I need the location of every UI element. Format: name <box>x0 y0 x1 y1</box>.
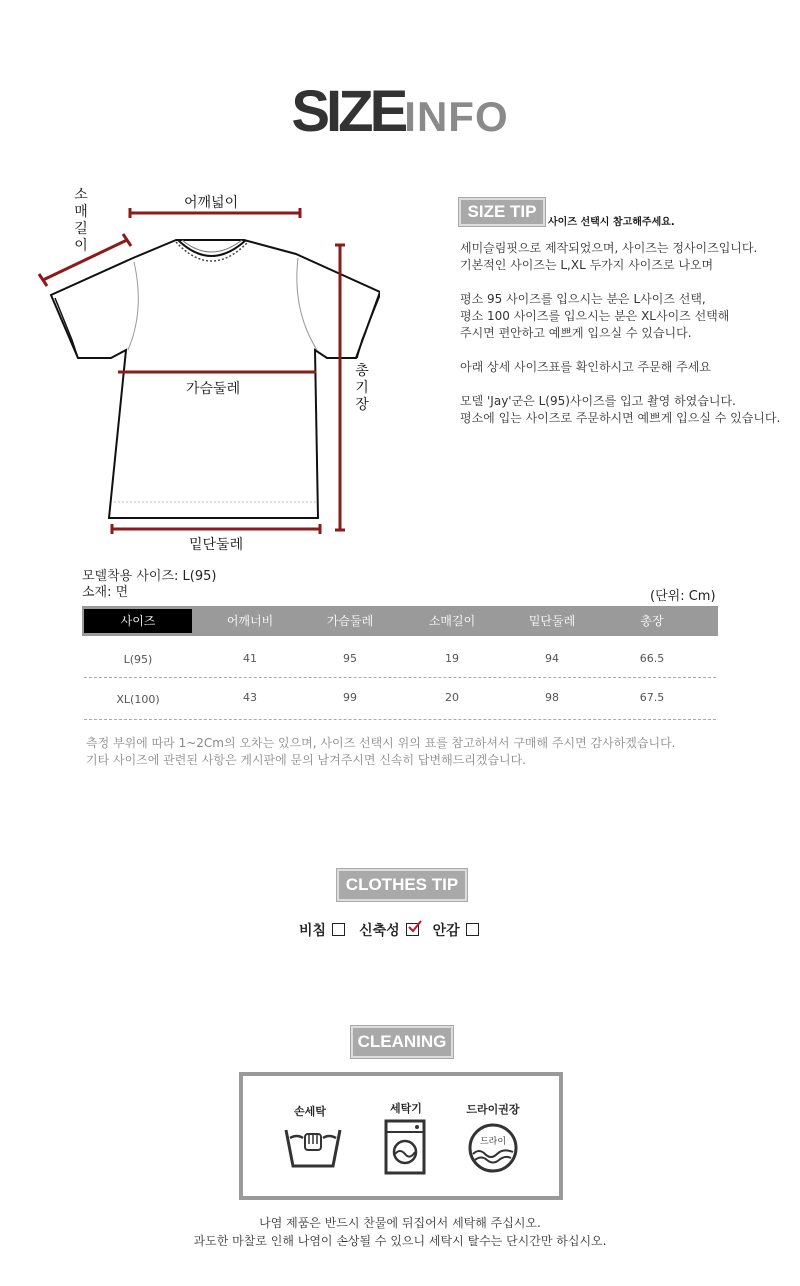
hand-wash-icon <box>283 1126 343 1170</box>
cell-sleeve: 19 <box>445 652 459 665</box>
row-divider <box>84 677 716 678</box>
size-tip-heading: 사이즈 선택시 참고해주세요. <box>548 217 675 228</box>
size-tip-tag: SIZE TIP <box>459 198 545 226</box>
row-divider <box>84 719 716 720</box>
cell-hem: 98 <box>545 691 559 704</box>
model-size: 모델착용 사이즈: L(95) <box>82 569 217 584</box>
size-tip-line: 평소 100 사이즈를 입으시는 분은 XL사이즈 선택해 <box>460 309 730 323</box>
checkbox-lining <box>466 923 479 936</box>
th-length: 총장 <box>640 614 664 628</box>
cleaning-panel <box>239 1072 563 1200</box>
label-length <box>354 363 370 414</box>
size-notes <box>86 735 786 769</box>
dry-clean-icon <box>467 1122 519 1174</box>
label-sleeve-char: 이 <box>74 238 88 254</box>
model-info <box>82 569 216 601</box>
clothes-tip-tag: CLOTHES TIP <box>337 869 467 901</box>
check-label-see-through: 비침 <box>299 923 327 939</box>
cell-hem: 94 <box>545 652 559 665</box>
clean-label-hand: 손세탁 <box>294 1105 326 1118</box>
label-length-char: 장 <box>355 397 369 413</box>
note-line: 기타 사이즈에 관련된 사항은 게시판에 문의 남겨주시면 신속히 답변해드리겠습니다. <box>86 753 527 767</box>
label-length-char: 총 <box>355 363 369 379</box>
cell-size: XL(100) <box>116 693 160 706</box>
material: 소재: 면 <box>82 585 129 600</box>
dry-clean-icon-text: 드라이 <box>479 1137 507 1147</box>
cell-chest: 99 <box>343 691 357 704</box>
washing-machine-icon <box>383 1118 427 1176</box>
size-tip-line: 아래 상세 사이즈표를 확인하시고 주문해 주세요 <box>460 360 711 374</box>
size-tip-line: 기본적인 사이즈는 L,XL 두가지 사이즈로 나오며 <box>460 258 714 272</box>
page-title <box>0 78 800 145</box>
th-size: 사이즈 <box>84 609 192 633</box>
size-table-header <box>82 606 718 636</box>
cell-length: 67.5 <box>639 691 665 704</box>
th-sleeve: 소매길이 <box>428 614 476 628</box>
unit-label: (단위: Cm) <box>650 589 716 604</box>
label-sleeve-char: 길 <box>74 221 88 237</box>
clothes-tip-checks <box>299 920 493 940</box>
th-shoulder: 어깨너비 <box>226 614 274 628</box>
cell-size: L(95) <box>123 653 153 666</box>
clean-label-dry: 드라이권장 <box>466 1103 520 1116</box>
cell-shoulder: 41 <box>243 652 257 665</box>
th-chest: 가슴둘레 <box>326 614 374 628</box>
size-tip-body <box>460 240 790 427</box>
label-sleeve <box>73 187 89 255</box>
size-tip-line: 평소 95 사이즈를 입으시는 분은 L사이즈 선택, <box>460 292 706 306</box>
title-size: SIZE <box>291 79 405 144</box>
size-tip-line: 주시면 편안하고 예쁘게 입으실 수 있습니다. <box>460 326 692 340</box>
footer-line: 과도한 마찰로 인해 나염이 손상될 수 있으니 세탁시 탈수는 단시간만 하십시오. <box>193 1234 607 1248</box>
label-sleeve-char: 매 <box>74 204 88 220</box>
cell-chest: 95 <box>343 652 357 665</box>
label-length-char: 기 <box>355 380 369 396</box>
size-tip-line: 세미슬림핏으로 제작되었으며, 사이즈는 정사이즈입니다. <box>460 241 758 255</box>
title-info: INFO <box>404 93 509 140</box>
checkbox-see-through <box>332 923 345 936</box>
label-sleeve-char: 소 <box>74 187 88 203</box>
checkbox-stretch <box>406 923 419 936</box>
cleaning-footer <box>0 1214 800 1250</box>
size-tip-line: 평소에 입는 사이즈로 주문하시면 예쁘게 입으실 수 있습니다. <box>460 411 781 425</box>
cleaning-tag: CLEANING <box>351 1026 453 1058</box>
note-line: 측정 부위에 따라 1~2Cm의 오차는 있으며, 사이즈 선택시 위의 표를 참고하셔서 구매해 주시면 감사하겠습니다. <box>86 736 676 750</box>
checkmark-icon <box>408 920 422 934</box>
check-label-lining: 안감 <box>432 923 460 939</box>
cell-shoulder: 43 <box>243 691 257 704</box>
label-chest: 가슴둘레 <box>184 378 242 398</box>
th-hem: 밑단둘레 <box>528 614 576 628</box>
cell-sleeve: 20 <box>445 691 459 704</box>
cell-length: 66.5 <box>639 652 665 665</box>
check-label-stretch: 신축성 <box>359 923 400 939</box>
footer-line: 나염 제품은 반드시 찬물에 뒤집어서 세탁해 주십시오. <box>259 1216 541 1230</box>
label-shoulder: 어깨넓이 <box>184 195 239 211</box>
label-hem: 밑단둘레 <box>189 537 244 553</box>
clean-label-machine: 세탁기 <box>390 1102 422 1115</box>
size-tip-line: 모델 'Jay'군은 L(95)사이즈를 입고 촬영 하였습니다. <box>460 394 736 408</box>
